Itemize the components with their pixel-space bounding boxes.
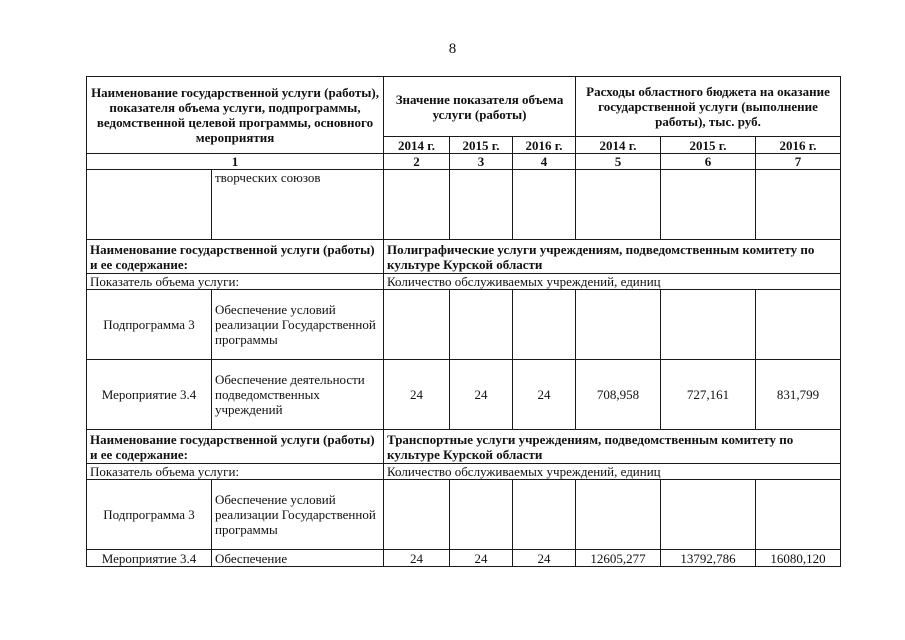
year-cell: 2015 г.	[450, 137, 513, 154]
service-value: Полиграфические услуги учреждениям, подведомственным комитету по культуре Курской области	[384, 240, 841, 274]
value-cell: 24	[513, 360, 576, 430]
measure-desc: Обеспечение деятельности подведомственных учреждений	[212, 360, 384, 430]
measure-row	[87, 360, 841, 430]
service-label: Наименование государственной услуги (работы) и ее содержание:	[87, 240, 384, 274]
service-row	[87, 240, 841, 274]
subprogram-row	[87, 290, 841, 360]
value-cell: 24	[384, 360, 450, 430]
year-cell: 2016 г.	[756, 137, 841, 154]
indicator-row	[87, 464, 841, 480]
service-row	[87, 430, 841, 464]
column-number: 2	[384, 154, 450, 170]
header-indicator-group: Значение показателя объема услуги (работы)	[384, 77, 576, 137]
header-name: Наименование государственной услуги (работы), показателя объема услуги, подпрограммы, ведомственной целевой программы, основного мероприятия	[87, 77, 384, 154]
year-cell: 2015 г.	[661, 137, 756, 154]
indicator-label: Показатель объема услуги:	[87, 274, 384, 290]
measure-row	[87, 550, 841, 567]
column-number: 1	[87, 154, 384, 170]
measure-label: Мероприятие 3.4	[87, 550, 212, 567]
column-number: 6	[661, 154, 756, 170]
value-cell: 24	[450, 550, 513, 567]
service-label: Наименование государственной услуги (работы) и ее содержание:	[87, 430, 384, 464]
measure-label: Мероприятие 3.4	[87, 360, 212, 430]
budget-table	[86, 76, 841, 567]
column-number: 7	[756, 154, 841, 170]
indicator-value: Количество обслуживаемых учреждений, единиц	[384, 464, 841, 480]
header-expenses-group: Расходы областного бюджета на оказание государственной услуги (выполнение работы), тыс. руб.	[576, 77, 841, 137]
service-value: Транспортные услуги учреждениям, подведомственным комитету по культуре Курской области	[384, 430, 841, 464]
header-row	[87, 77, 841, 137]
value-cell: 24	[384, 550, 450, 567]
year-cell: 2016 г.	[513, 137, 576, 154]
subprogram-desc: Обеспечение условий реализации Государственной программы	[212, 290, 384, 360]
page-number: 8	[448, 41, 457, 57]
column-number: 4	[513, 154, 576, 170]
value-cell: 708,958	[576, 360, 661, 430]
subprogram-row	[87, 480, 841, 550]
value-cell: 12605,277	[576, 550, 661, 567]
measure-desc: Обеспечение	[212, 550, 384, 567]
value-cell: 13792,786	[661, 550, 756, 567]
column-number: 3	[450, 154, 513, 170]
value-cell: 24	[450, 360, 513, 430]
column-number: 5	[576, 154, 661, 170]
subprogram-label: Подпрограмма 3	[87, 290, 212, 360]
year-cell: 2014 г.	[384, 137, 450, 154]
indicator-row	[87, 274, 841, 290]
continuation-text: творческих союзов	[212, 170, 384, 240]
value-cell: 24	[513, 550, 576, 567]
indicator-value: Количество обслуживаемых учреждений, единиц	[384, 274, 841, 290]
column-number-row	[87, 154, 841, 170]
subprogram-desc: Обеспечение условий реализации Государственной программы	[212, 480, 384, 550]
value-cell: 16080,120	[756, 550, 841, 567]
continuation-row	[87, 170, 841, 240]
value-cell: 727,161	[661, 360, 756, 430]
subprogram-label: Подпрограмма 3	[87, 480, 212, 550]
indicator-label: Показатель объема услуги:	[87, 464, 384, 480]
year-cell: 2014 г.	[576, 137, 661, 154]
value-cell: 831,799	[756, 360, 841, 430]
